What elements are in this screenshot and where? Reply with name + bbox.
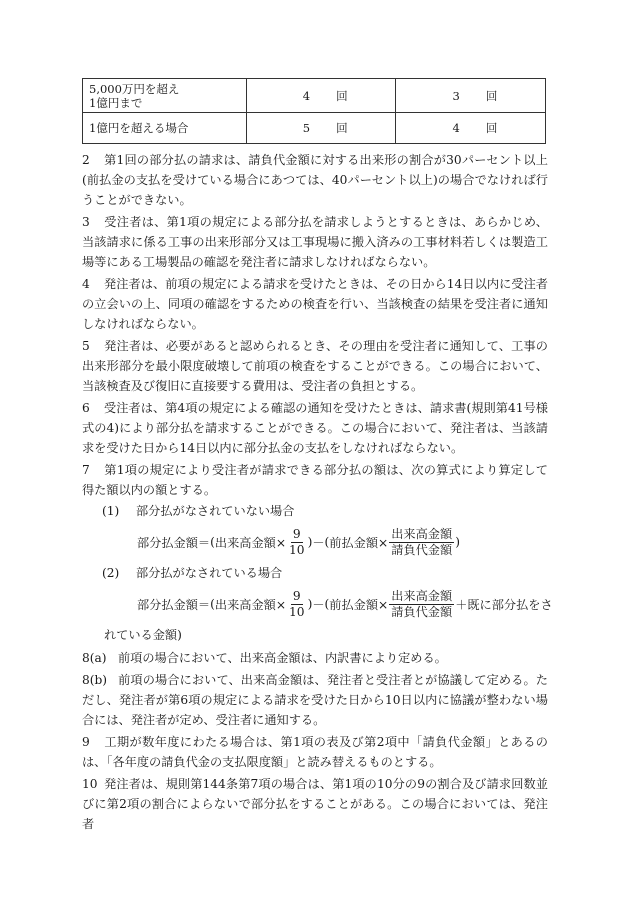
paragraph-number: 9 — [82, 735, 90, 749]
formula-lhs: 部分払金額＝ — [137, 535, 211, 550]
paragraph-number: 2 — [82, 153, 90, 167]
subitem-text: 部分払がなされていない場合 — [136, 504, 295, 518]
paragraph-9 — [82, 732, 548, 772]
fraction — [389, 589, 454, 620]
subitem-1 — [82, 500, 548, 522]
count-value: 4 — [302, 88, 311, 103]
fraction-numerator: 9 — [292, 588, 301, 603]
count-unit: 回 — [336, 88, 348, 103]
count-value: 3 — [452, 88, 460, 103]
formula-operator: － — [312, 597, 325, 612]
subitem-number: (2) — [102, 566, 120, 580]
cell-text: 1億円を超える場合 — [89, 121, 189, 135]
paragraph-5 — [82, 336, 548, 396]
paragraph-number: 3 — [82, 215, 90, 229]
formula-2-continuation — [82, 624, 548, 646]
formula-term: 出来高金額× — [214, 535, 287, 550]
paragraph-text: 発注者は、必要があると認められるとき、その理由を受注者に通知して、工事の出来形部分を最小限度破壊して前項の検査をすることができる。この場合において、当該検査及び復旧に直接要する費用は、受注者の負担とする。 — [82, 339, 548, 393]
paragraph-2 — [82, 150, 548, 210]
table-cell-count-b — [396, 113, 546, 144]
paragraph-text: 前項の場合において、出来高金額は、内訳書により定める。 — [118, 651, 447, 665]
formula-operator: － — [312, 535, 325, 550]
paragraph-number: 5 — [82, 339, 90, 353]
paragraph-number: 7 — [82, 463, 90, 477]
fraction-denominator: 請負代金額 — [391, 604, 453, 619]
table-row — [83, 113, 546, 144]
subitem-number: (1) — [102, 504, 120, 518]
table-cell-count-b — [396, 79, 546, 113]
table-cell-count-a — [246, 79, 396, 113]
document-body — [82, 150, 553, 834]
paragraph-text: 前項の場合において、出来高金額は、発注者と受注者とが協議して定める。ただし、発注者が第6項の規定による請求を受けた日から10日以内に協議が整わない場合には、発注者が定め、受注者に通知する。 — [82, 673, 548, 727]
formula-term: れている金額) — [104, 628, 182, 642]
paragraph-number: 8(b) — [82, 673, 108, 687]
paragraph-8a — [82, 648, 548, 668]
subitem-2 — [82, 562, 548, 584]
paragraph-text: 工期が数年度にわたる場合は、第1項の表及び第2項中「請負代金額」とあるのは、「各年度の請負代金の支払限度額」と読み替えるものとする。 — [82, 735, 548, 769]
paragraph-text: 受注者は、第4項の規定による確認の通知を受けたときは、請求書(規則第41号様式の4)により部分払を請求することができる。この場合において、発注者は、当該請求を受けた日から14日以内に部分払金の支払をしなければならない。 — [82, 401, 548, 455]
paragraph-number: 8(a) — [82, 651, 107, 665]
paragraph-10 — [82, 774, 548, 834]
fraction — [287, 527, 307, 558]
formula-term: 前払金額× — [329, 535, 389, 550]
fraction-numerator: 9 — [292, 526, 301, 541]
count-unit: 回 — [336, 121, 348, 135]
formula-term: ＋既に部分払をさ — [455, 597, 553, 612]
formula-lhs: 部分払金額＝ — [137, 597, 211, 612]
fraction-numerator: 出来高金額 — [391, 588, 453, 603]
paragraph-text: 発注者は、規則第144条第7項の場合は、第1項の10分の9の割合及び請求回数並びに第2項の割合によらないで部分払をすることがある。この場合においては、発注者 — [82, 777, 548, 831]
formula-term: 前払金額× — [329, 597, 389, 612]
paragraph-number: 10 — [82, 777, 98, 791]
fraction-numerator: 出来高金額 — [391, 526, 453, 541]
paragraph-3 — [82, 212, 548, 272]
fraction — [287, 589, 307, 620]
paragraph-text: 第1項の規定により受注者が請求できる部分払の額は、次の算式により算定して得た額以内の額とする。 — [82, 463, 548, 497]
paragraph-6 — [82, 398, 548, 458]
count-value: 4 — [452, 121, 460, 135]
table-cell-range — [83, 79, 247, 113]
table-row — [83, 79, 546, 113]
fraction-denominator: 10 — [289, 604, 305, 619]
paragraph-text: 第1回の部分払の請求は、請負代金額に対する出来形の割合が30パーセント以上(前払金の支払を受けている場合にあつては、40パーセント以上)の場合でなければ行うことができない。 — [82, 153, 548, 207]
count-value: 5 — [302, 121, 311, 135]
paragraph-8b — [82, 670, 548, 730]
paragraph-7 — [82, 460, 548, 500]
subitem-text: 部分払がなされている場合 — [136, 566, 283, 580]
cell-text: 5,000万円を超え — [89, 81, 180, 96]
fraction-denominator: 10 — [289, 542, 305, 557]
fraction — [389, 527, 454, 558]
paragraph-number: 6 — [82, 401, 90, 415]
cell-text: 1億円まで — [89, 95, 143, 110]
count-unit: 回 — [485, 88, 498, 103]
formula-2: 部分払金額＝ ( 出来高金額× $\frac{9}{10}$ ) － ( 前払金額× $\frac{\text{出来高金額}}{\text{請負代金額}}$ ＋既に部分払をさ — [137, 588, 553, 619]
count-unit: 回 — [485, 121, 498, 135]
table-cell-range — [83, 113, 247, 144]
paragraph-text: 受注者は、第1項の規定による部分払を請求しようとするときは、あらかじめ、当該請求に係る工事の出来形部分又は工事現場に搬入済みの工事材料若しくは製造工場等にある工場製品の確認を発注者に請求しなければならない。 — [82, 215, 548, 269]
paragraph-text: 発注者は、前項の規定による請求を受けたときは、その日から14日以内に受注者の立会いの上、同項の確認をするための検査を行い、当該検査の結果を受注者に通知しなければならない。 — [82, 277, 548, 331]
paragraph-number: 4 — [82, 277, 90, 291]
formula-1: 部分払金額＝ ( 出来高金額× $\frac{9}{10}$ ) － ( 前払金額× $\frac{\text{出来高金額}}{\text{請負代金額}}$ ) — [137, 526, 460, 557]
table-cell-count-a — [246, 113, 396, 144]
fraction-denominator: 請負代金額 — [391, 542, 453, 557]
payment-count-table — [82, 78, 546, 144]
formula-term: 出来高金額× — [214, 597, 287, 612]
paragraph-4 — [82, 274, 548, 334]
